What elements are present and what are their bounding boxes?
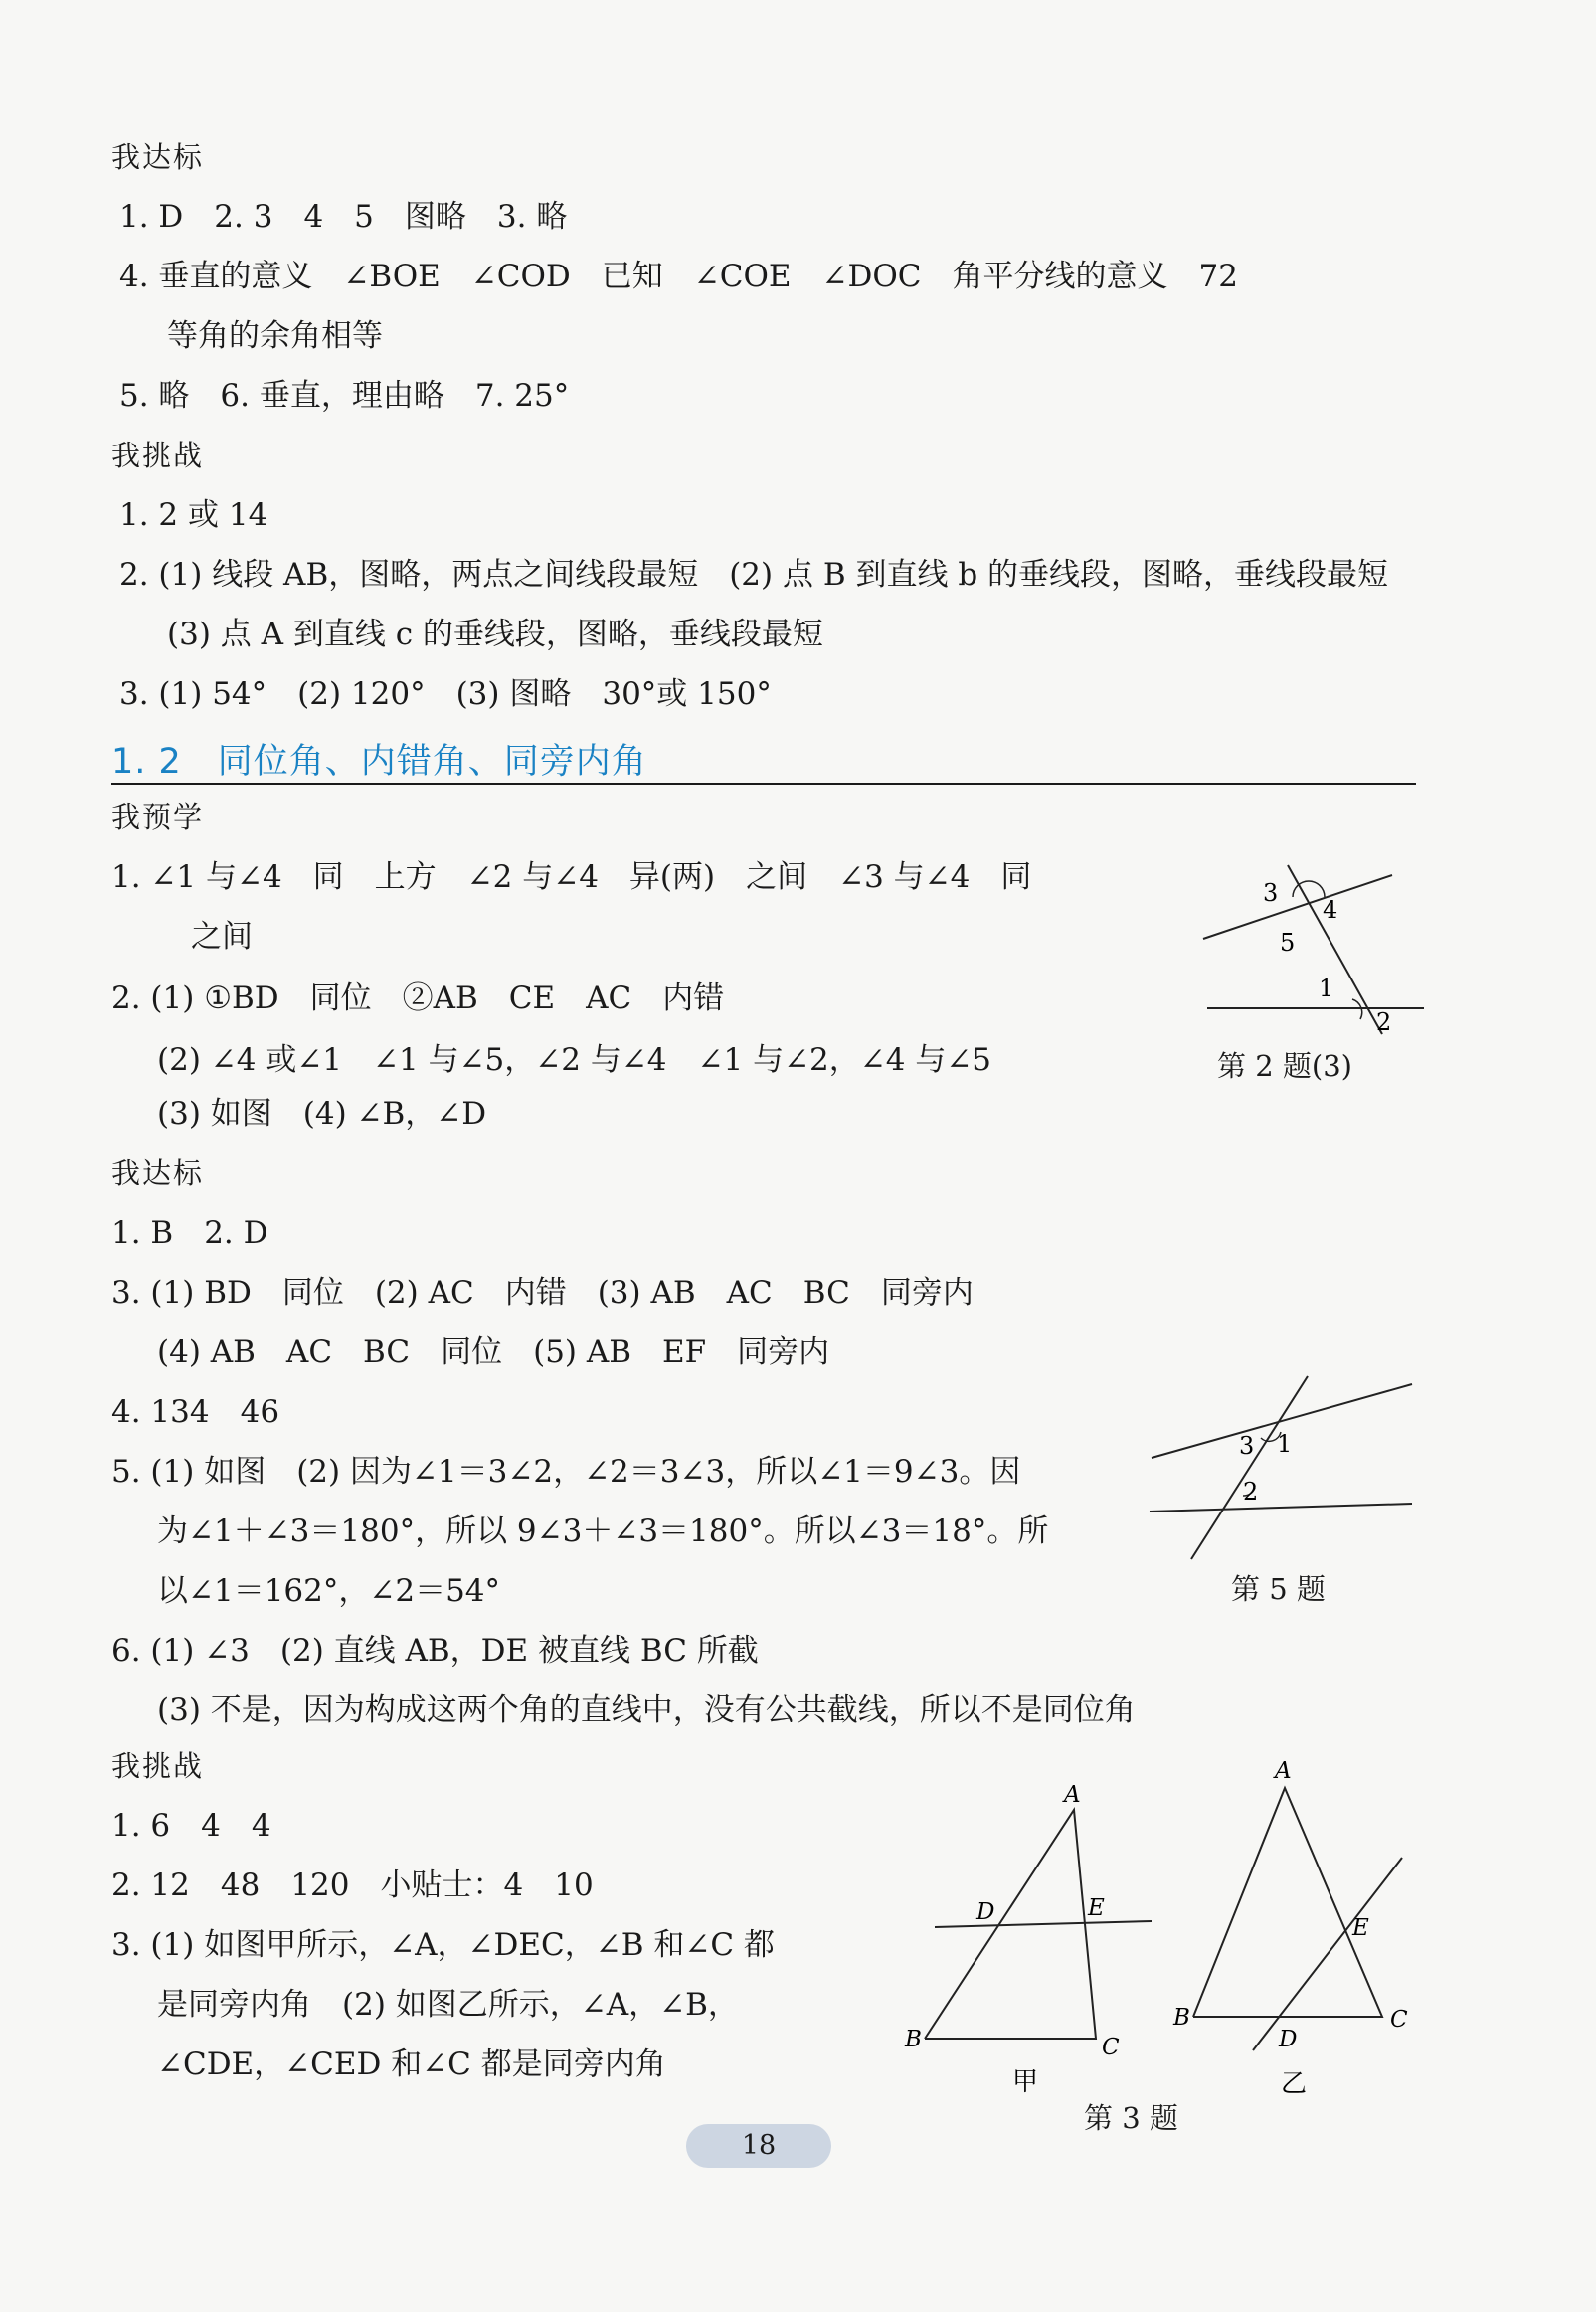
answer-line: 是同旁内角 (2) 如图乙所示，∠A，∠B， [157, 1987, 739, 2023]
answer-line: 2. (1) ①BD 同位 ②AB CE AC 内错 [111, 980, 725, 1016]
answer-line: 以∠1＝162°，∠2＝54° [157, 1573, 501, 1609]
answer-line: (3) 不是，因为构成这两个角的直线中，没有公共截线，所以不是同位角 [157, 1692, 1136, 1728]
fig1-label: 3 [1263, 879, 1279, 907]
figure-caption: 第 2 题(3) [1217, 1049, 1352, 1083]
heading-tiaozhan: 我挑战 [111, 1749, 205, 1783]
answer-line: ∠CDE，∠CED 和∠C 都是同旁内角 [157, 2046, 666, 2082]
fig3-label: B [905, 2027, 922, 2052]
fig3-label: D [1279, 2027, 1298, 2052]
section-divider [111, 783, 1416, 785]
fig3-label: A [1275, 1758, 1292, 1784]
fig3-label: E [1088, 1895, 1105, 1921]
answer-line: (4) AB AC BC 同位 (5) AB EF 同旁内 [157, 1334, 830, 1370]
answer-line: 1. 6 4 4 [111, 1808, 271, 1844]
heading-yuxue: 我预学 [111, 800, 205, 834]
fig3-label: A [1064, 1782, 1081, 1808]
fig3-label: E [1352, 1915, 1369, 1941]
answer-line: 等角的余角相等 [167, 318, 383, 354]
page-number: 18 [686, 2124, 831, 2168]
answer-line: 3. (1) 如图甲所示，∠A，∠DEC，∠B 和∠C 都 [111, 1927, 775, 1963]
fig1-label: 1 [1319, 975, 1334, 1002]
fig3-sub-yi: 乙 [1281, 2069, 1308, 2099]
answer-line: 2. 12 48 120 小贴士：4 10 [111, 1867, 594, 1903]
fig3-sub-jia: 甲 [1012, 2067, 1039, 2097]
answer-line: 1. 2 或 14 [119, 497, 268, 533]
answer-line: 6. (1) ∠3 (2) 直线 AB，DE 被直线 BC 所截 [111, 1633, 759, 1669]
fig3-label: D [976, 1899, 995, 1925]
figure-caption: 第 3 题 [1084, 2101, 1178, 2135]
answer-line: 1. ∠1 与∠4 同 上方 ∠2 与∠4 异(两) 之间 ∠3 与∠4 同 [111, 859, 1032, 895]
answer-line: 之间 [191, 919, 253, 955]
figure-caption: 第 5 题 [1231, 1572, 1326, 1606]
answer-line: 4. 垂直的意义 ∠BOE ∠COD 已知 ∠COE ∠DOC 角平分线的意义 72 [119, 259, 1238, 294]
fig3-label: B [1173, 2005, 1190, 2031]
answer-line: 2. (1) 线段 AB，图略，两点之间线段最短 (2) 点 B 到直线 b 的垂线段，图略，垂线段最短 [119, 557, 1389, 593]
section-title: 1. 2 同位角、内错角、同旁内角 [111, 742, 647, 782]
answer-line: 1. D 2. 3 4 5 图略 3. 略 [119, 199, 568, 235]
answer-line: (3) 如图 (4) ∠B，∠D [157, 1096, 487, 1132]
fig2-label: 3 [1239, 1432, 1255, 1460]
heading-tiaozhan: 我挑战 [111, 439, 205, 472]
answer-line: 3. (1) BD 同位 (2) AC 内错 (3) AB AC BC 同旁内 [111, 1275, 974, 1311]
fig1-label: 5 [1280, 929, 1296, 957]
heading-dabiao: 我达标 [111, 1156, 205, 1190]
figure-q2-3 [1193, 855, 1432, 1036]
figure-q5 [1144, 1372, 1422, 1571]
fig3-label: C [1390, 2007, 1408, 2033]
fig2-label: 2 [1243, 1478, 1259, 1506]
fig3-label: C [1102, 2035, 1120, 2060]
answer-line: 4. 134 46 [111, 1394, 280, 1430]
answer-line: 为∠1＋∠3＝180°，所以 9∠3＋∠3＝180°。所以∠3＝18°。所 [157, 1513, 1049, 1549]
answer-line: (2) ∠4 或∠1 ∠1 与∠5，∠2 与∠4 ∠1 与∠2，∠4 与∠5 [157, 1042, 992, 1078]
figure-q3 [885, 1750, 1432, 2108]
fig2-label: 1 [1277, 1430, 1293, 1458]
answer-line: 5. (1) 如图 (2) 因为∠1＝3∠2，∠2＝3∠3，所以∠1＝9∠3。因 [111, 1454, 1021, 1490]
answer-line: (3) 点 A 到直线 c 的垂线段，图略，垂线段最短 [167, 617, 823, 652]
answer-line: 3. (1) 54° (2) 120° (3) 图略 30°或 150° [119, 676, 772, 712]
fig1-label: 2 [1376, 1008, 1392, 1036]
answer-line: 1. B 2. D [111, 1215, 268, 1251]
heading-dabiao: 我达标 [111, 140, 205, 174]
fig1-label: 4 [1323, 896, 1338, 924]
answer-line: 5. 略 6. 垂直，理由略 7. 25° [119, 378, 570, 414]
